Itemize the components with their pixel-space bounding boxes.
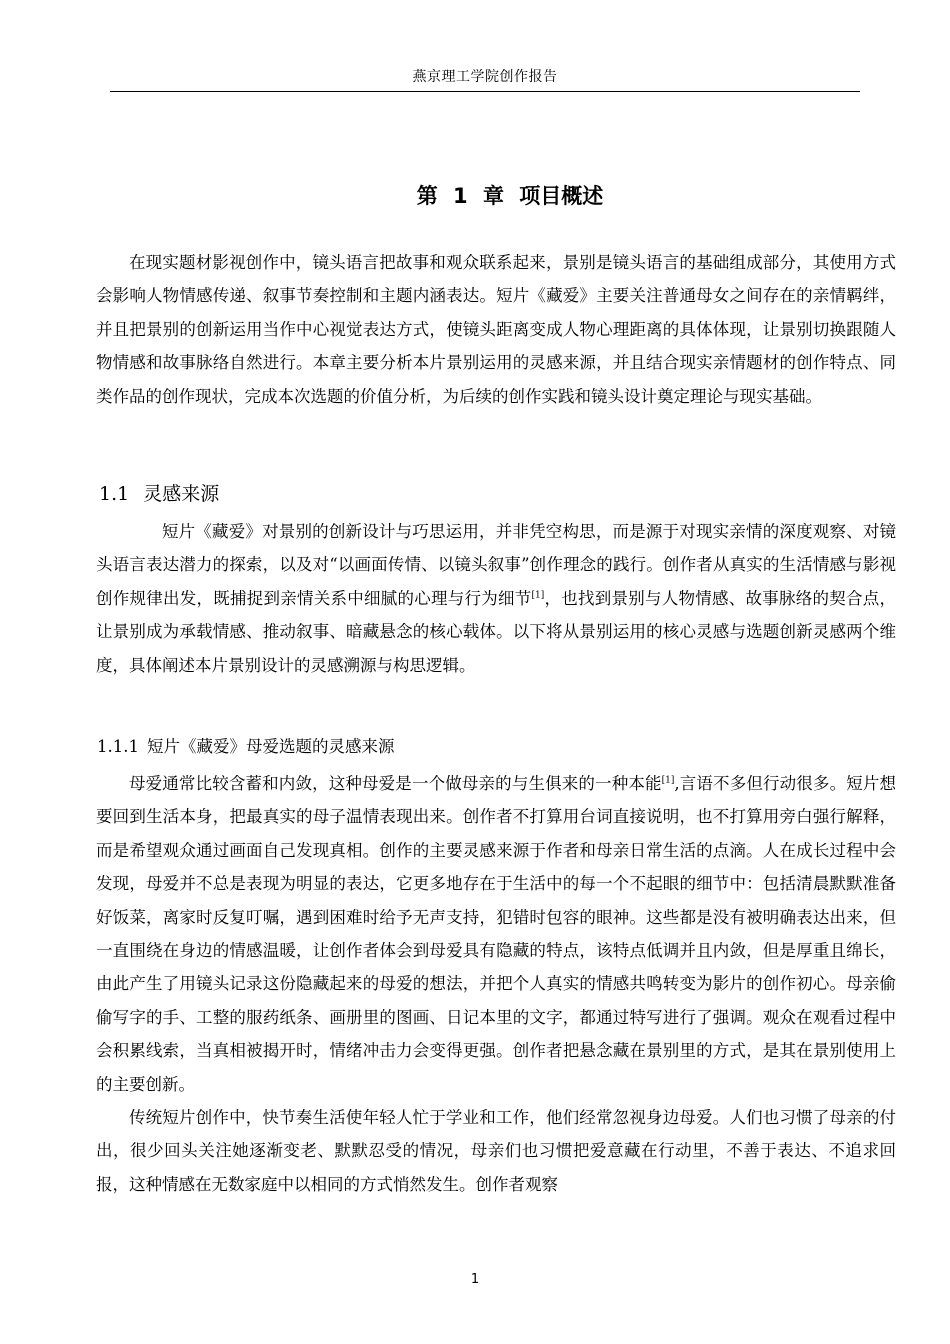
chapter-title — [110, 180, 910, 210]
subsection-block — [96, 767, 896, 1201]
section-title-text: 灵感来源 — [143, 483, 220, 505]
subsection-paragraph-1-part-a: 母爱通常比较含蓄和内敛，这种母爱是一个做母亲的与生俱来的一种本能 — [129, 774, 662, 793]
section-block — [96, 515, 896, 682]
intro-paragraph: 在现实题材影视创作中，镜头语言把故事和观众联系起来，景别是镜头语言的基础组成部分，其使用方式会影响人物情感传递、叙事节奏控制和主题内涵表达。短片《藏爱》主要关注普通母女之间存在的亲情羁绊，并且把景别的创新运用当作中心视觉表达方式，使镜头距离变成人物心理距离的具体体现，让景别切换跟随人物情感和故事脉络自然进行。本章主要分析本片景别运用的灵感来源，并且结合现实亲情题材的创作特点、同类作品的创作现状，完成本次选题的价值分析，为后续的创作实践和镜头设计奠定理论与现实基础。 — [96, 253, 896, 406]
header-divider — [110, 91, 860, 92]
subsection-paragraph-1 — [96, 767, 896, 1101]
section-number: 1.1 — [99, 483, 130, 505]
page-number: 1 — [470, 1272, 480, 1287]
section-paragraph — [96, 515, 896, 682]
subsection-paragraph-1-part-b: ,言语不多但行动很多。短片想要回到生活本身，把最真实的母子温情表现出来。创作者不打算用台词直接说明，也不打算用旁白强行解释，而是希望观众通过画面自己发现真相。创作的主要灵感来源于作者和母亲日常生活的点滴。人在成长过程中会发现，母爱并不总是表现为明显的表达，它更多地存在于生活中的每一个不起眼的细节中：包括清晨默默准备好饭菜，离家时反复叮嘱，遇到困难时给予无声支持，犯错时包容的眼神。这些都是没有被明确表达出来，但一直围绕在身边的情感温暖，让创作者体会到母爱具有隐藏的特点，该特点低调并且内敛，但是厚重且绵长，由此产生了用镜头记录这份隐藏起来的母爱的想法，并把个人真实的情感共鸣转变为影片的创作初心。母亲偷偷写字的手、工整的服药纸条、画册里的图画、日记本里的文字，都通过特写进行了强调。观众在观看过程中会积累线索，当真相被揭开时，情绪冲击力会变得更强。创作者把悬念藏在景别里的方式，是其在景别使用上的主要创新。 — [96, 774, 896, 1094]
chapter-name: 项目概述 — [519, 184, 604, 208]
subsection-title-text: 短片《藏爱》母爱选题的灵感来源 — [146, 737, 395, 756]
section-paragraph-part-a: 短片《藏爱》对景别的创新设计与巧思运用，并非凭空构思，而是源于对现实亲情的深度观察、对镜头语言表达潜力的探索，以及对“以画面传情、以镜头叙事”创作理念的践行。创作者从真实的生活情感与影视创作规律出发，既捕捉到亲情关系中细腻的心理与行为细节 — [96, 522, 896, 608]
chapter-prefix: 第 — [416, 184, 438, 208]
running-header: 燕京理工学院创作报告 — [412, 69, 558, 85]
subsection-number: 1.1.1 — [97, 737, 139, 756]
section-heading — [99, 479, 219, 506]
citation-marker: [1] — [531, 590, 545, 601]
chapter-suffix: 章 — [482, 184, 504, 208]
subsection-paragraph-2: 传统短片创作中，快节奏生活使年轻人忙于学业和工作，他们经常忽视身边母爱。人们也习惯了母亲的付出，很少回头关注她逐渐变老、默默忍受的情况，母亲们也习惯把爱意藏在行动里，不善于表达、不追求回报，这种情感在无数家庭中以相同的方式悄然发生。创作者观察 — [96, 1108, 896, 1194]
section-paragraph-part-b: ，也找到景别与人物情感、故事脉络的契合点，让景别成为承载情感、推动叙事、暗藏悬念的核心载体。以下将从景别运用的核心灵感与选题创新灵感两个维度，具体阐述本片景别设计的灵感溯源与构思逻辑。 — [96, 588, 896, 675]
intro-block — [96, 246, 896, 413]
citation-marker: [1] — [661, 775, 675, 786]
subsection-heading — [97, 733, 394, 757]
chapter-number: 1 — [453, 184, 468, 208]
